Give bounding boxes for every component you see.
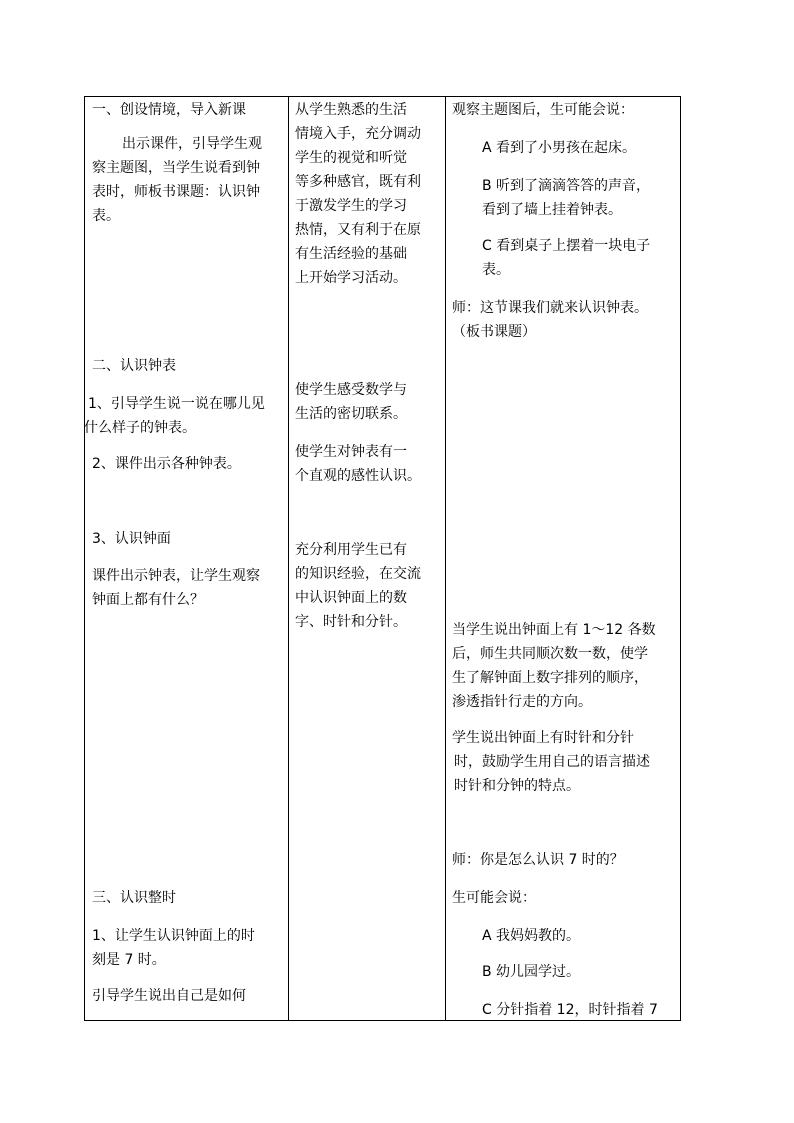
intent-1-line: 情境入手，充分调动 <box>295 126 421 142</box>
response-4-line: 时针和分钟的特点。 <box>454 778 580 794</box>
teacher-question: 师：你是怎么认识 7 时的？ <box>452 852 624 868</box>
intent-1-line: 上开始学习活动。 <box>295 270 407 286</box>
teacher-line: （板书课题） <box>452 324 536 340</box>
intent-1-line: 学生的视觉和听觉 <box>295 150 407 166</box>
response-3-line: 生了解钟面上数字排列的顺序， <box>452 670 648 686</box>
intent-1-line: 于激发学生的学习 <box>295 198 407 214</box>
response-3-line: 当学生说出钟面上有 1～12 各数 <box>452 622 656 638</box>
response-option-b-line: 看到了墙上挂着钟表。 <box>482 202 622 218</box>
section-2-item-1-line: 1、引导学生说一说在哪儿见 <box>88 396 265 412</box>
response-intro: 观察主题图后，生可能会说： <box>452 102 634 118</box>
section-1-text-line: 表。 <box>92 208 120 224</box>
section-1-text-line: 察主题图，当学生说看到钟 <box>92 160 260 176</box>
response-4-line: 学生说出钟面上有时针和分针 <box>452 730 634 746</box>
section-2-item-2: 2、课件出示各种钟表。 <box>92 456 241 472</box>
intent-4-line: 字、时针和分针。 <box>295 614 407 630</box>
section-2-item-3-line: 课件出示钟表，让学生观察 <box>92 568 260 584</box>
column-divider-1 <box>288 97 289 1020</box>
intent-2-line: 使学生感受数学与 <box>295 382 407 398</box>
intent-1-line: 热情，又有利于在原 <box>295 222 421 238</box>
response-option-c-line: 表。 <box>482 262 510 278</box>
response-6-option-a: A 我妈妈教的。 <box>482 928 581 944</box>
response-option-b-line: B 听到了滴滴答答的声音， <box>482 178 651 194</box>
response-6-option-c: C 分针指着 12，时针指着 7 <box>482 1002 658 1018</box>
response-option-a: A 看到了小男孩在起床。 <box>482 140 637 156</box>
intent-3-line: 使学生对钟表有一 <box>295 444 407 460</box>
response-6-option-b: B 幼儿园学过。 <box>482 964 581 980</box>
section-3-item-1-line: 刻是 7 时。 <box>92 952 166 968</box>
section-1-title: 一、创设情境，导入新课 <box>92 102 246 118</box>
intent-1-line: 从学生熟悉的生活 <box>295 102 407 118</box>
intent-4-line: 中认识钟面上的数 <box>295 590 407 606</box>
intent-1-line: 等多种感官，既有利 <box>295 174 421 190</box>
teacher-line: 师：这节课我们就来认识钟表。 <box>452 300 648 316</box>
response-4-line: 时，鼓励学生用自己的语言描述 <box>454 754 650 770</box>
section-2-item-3-title: 3、认识钟面 <box>92 531 171 547</box>
section-1-text-line: 出示课件，引导学生观 <box>122 136 262 152</box>
intent-4-line: 充分利用学生已有 <box>295 542 407 558</box>
intent-2-line: 生活的密切联系。 <box>295 406 407 422</box>
intent-4-line: 的知识经验，在交流 <box>295 566 421 582</box>
section-3-item-1-line: 1、让学生认识钟面上的时 <box>92 928 255 944</box>
section-2-item-1-line: 什么样子的钟表。 <box>84 420 196 436</box>
intent-1-line: 有生活经验的基础 <box>295 246 407 262</box>
response-3-line: 渗透指针行走的方向。 <box>452 694 592 710</box>
section-3-title: 三、认识整时 <box>92 890 176 906</box>
section-1-text-line: 表时，师板书课题：认识钟 <box>92 184 260 200</box>
response-option-c-line: C 看到桌子上摆着一块电子 <box>482 238 651 254</box>
response-6-intro: 生可能会说： <box>452 890 536 906</box>
section-3-item-1-line: 引导学生说出自己是如何 <box>92 988 246 1004</box>
section-2-title: 二、认识钟表 <box>92 358 176 374</box>
intent-3-line: 个直观的感性认识。 <box>295 468 421 484</box>
column-divider-2 <box>445 97 446 1020</box>
response-3-line: 后，师生共同顺次数一数，使学 <box>452 646 648 662</box>
section-2-item-3-line: 钟面上都有什么？ <box>92 592 204 608</box>
